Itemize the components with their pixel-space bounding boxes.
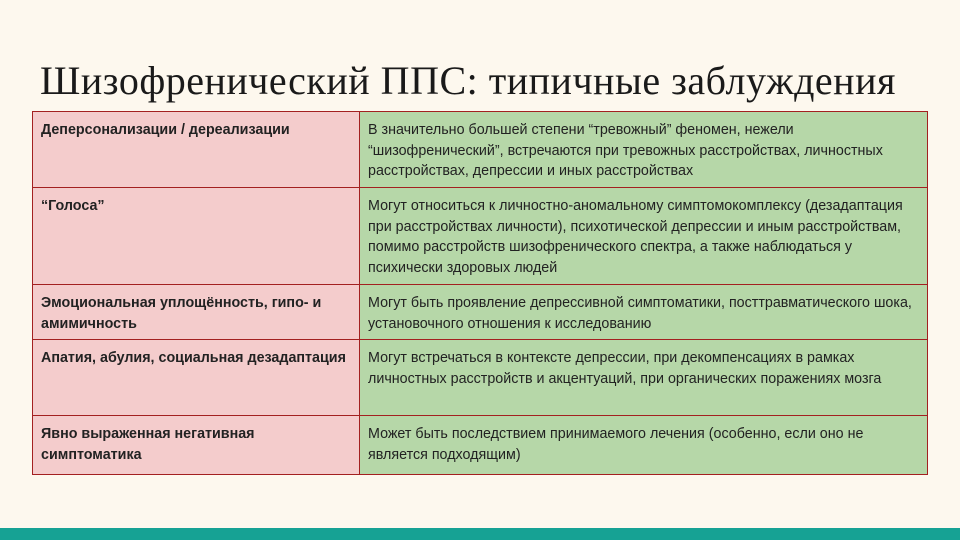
term-cell: Апатия, абулия, социальная дезадаптация	[33, 340, 360, 416]
term-cell: Эмоциональная уплощённость, гипо- и амимичность	[33, 285, 360, 340]
table-row	[33, 340, 928, 416]
explanation-cell: Могут встречаться в контексте депрессии, при декомпенсациях в рамках личностных расстройств и акцентуаций, при органических поражениях мозга	[360, 340, 928, 416]
term-cell: Явно выраженная негативная симптоматика	[33, 416, 360, 475]
explanation-cell: Может быть последствием принимаемого лечения (особенно, если оно не является подходящим)	[360, 416, 928, 475]
term-cell: “Голоса”	[33, 188, 360, 285]
table-row	[33, 416, 928, 475]
misconceptions-table	[32, 111, 928, 475]
table-row	[33, 285, 928, 340]
table-row	[33, 112, 928, 188]
bottom-accent-bar	[0, 528, 960, 540]
explanation-cell: В значительно большей степени “тревожный” феномен, нежели “шизофренический”, встречаются при тревожных расстройствах, личностных расстройствах, депрессии и иных расстройствах	[360, 112, 928, 188]
explanation-cell: Могут относиться к личностно-аномальному симптомокомплексу (дезадаптация при расстройствах личности), психотической депрессии и иным расстройствам, помимо расстройств шизофренического спектра, а также наблюдаться у психически здоровых людей	[360, 188, 928, 285]
slide-title: Шизофренический ППС: типичные заблуждения	[40, 58, 896, 103]
table-row	[33, 188, 928, 285]
term-cell: Деперсонализации / дереализации	[33, 112, 360, 188]
explanation-cell: Могут быть проявление депрессивной симптоматики, посттравматического шока, установочного отношения к исследованию	[360, 285, 928, 340]
